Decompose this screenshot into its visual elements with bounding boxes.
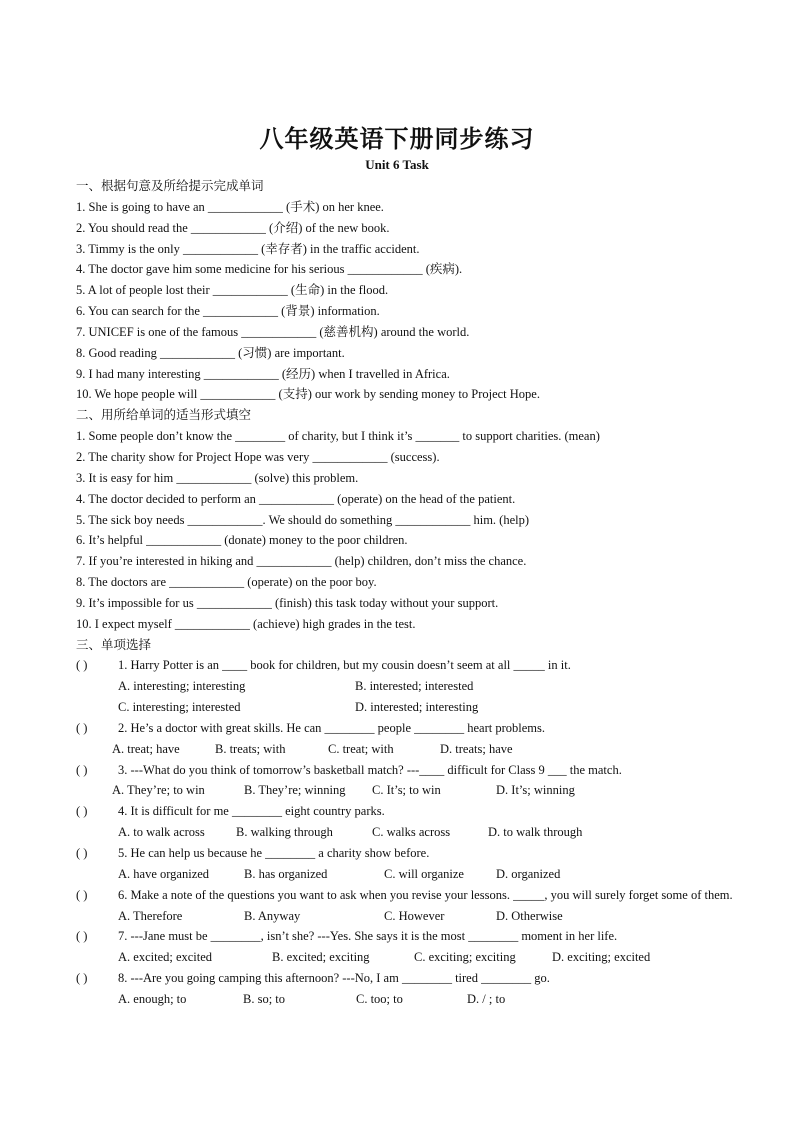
section-1-item: 2. You should read the ____________ (介绍) of the new book. bbox=[76, 220, 390, 235]
mc-question bbox=[76, 801, 736, 822]
section-2-item: 3. It is easy for him ____________ (solve) this problem. bbox=[76, 470, 359, 485]
worksheet-content bbox=[76, 176, 736, 1010]
answer-blank: ( ) bbox=[76, 929, 88, 944]
section-1-item: 8. Good reading ____________ (习惯) are important. bbox=[76, 345, 345, 360]
section-3-heading: 三、单项选择 bbox=[76, 636, 152, 652]
option-c: C. exciting; exciting bbox=[414, 950, 516, 965]
section-2-item: 8. The doctors are ____________ (operate) on the poor boy. bbox=[76, 575, 377, 590]
mc-question-text: 4. It is difficult for me ________ eight country parks. bbox=[118, 804, 385, 819]
mc-options-row bbox=[76, 676, 736, 697]
section-1-item: 4. The doctor gave him some medicine for his serious ____________ (疾病). bbox=[76, 262, 463, 277]
option-c: C. interesting; interested bbox=[118, 700, 241, 715]
mc-options-row bbox=[76, 989, 736, 1010]
option-b: B. Anyway bbox=[244, 908, 301, 923]
section-2-item: 5. The sick boy needs ____________. We should do something ____________ him. (help) bbox=[76, 512, 530, 527]
answer-blank: ( ) bbox=[76, 804, 88, 819]
answer-blank: ( ) bbox=[76, 720, 88, 735]
mc-question-text: 1. Harry Potter is an ____ book for children, but my cousin doesn’t seem at all _____ in it. bbox=[118, 658, 571, 673]
section-2-item: 6. It’s helpful ____________ (donate) money to the poor children. bbox=[76, 533, 408, 548]
section-1-item: 1. She is going to have an ____________ (手术) on her knee. bbox=[76, 199, 384, 214]
option-a: A. They’re; to win bbox=[112, 783, 205, 798]
option-c: C. too; to bbox=[356, 991, 403, 1006]
answer-blank: ( ) bbox=[76, 887, 88, 902]
option-a: A. treat; have bbox=[112, 741, 180, 756]
option-c: C. will organize bbox=[384, 866, 464, 881]
option-c: C. treat; with bbox=[328, 741, 394, 756]
option-a: A. excited; excited bbox=[118, 950, 213, 965]
option-a: A. to walk across bbox=[118, 825, 205, 840]
mc-question-text: 8. ---Are you going camping this afternoon? ---No, I am ________ tired ________ go. bbox=[118, 971, 550, 986]
option-a: A. have organized bbox=[118, 866, 210, 881]
mc-question-text: 7. ---Jane must be ________, isn’t she? ---Yes. She says it is the most ________ moment in her life. bbox=[118, 929, 618, 944]
option-d: D. exciting; excited bbox=[552, 950, 651, 965]
mc-options-row bbox=[76, 780, 736, 801]
section-2-item: 2. The charity show for Project Hope was very ____________ (success). bbox=[76, 449, 440, 464]
section-2-item: 4. The doctor decided to perform an ____________ (operate) on the head of the patient. bbox=[76, 491, 516, 506]
option-c: C. It’s; to win bbox=[372, 783, 441, 798]
mc-question bbox=[76, 885, 736, 906]
mc-question bbox=[76, 843, 736, 864]
mc-question bbox=[76, 760, 736, 781]
mc-question bbox=[76, 655, 736, 676]
section-1-item: 3. Timmy is the only ____________ (幸存者) in the traffic accident. bbox=[76, 241, 420, 256]
section-1-item: 9. I had many interesting ____________ (经历) when I travelled in Africa. bbox=[76, 366, 450, 381]
section-2-item: 7. If you’re interested in hiking and ____________ (help) children, don’t miss the chance. bbox=[76, 554, 527, 569]
section-2-item: 10. I expect myself ____________ (achieve) high grades in the test. bbox=[76, 616, 416, 631]
mc-question-text: 2. He’s a doctor with great skills. He can ________ people ________ heart problems. bbox=[118, 720, 545, 735]
unit-subtitle: Unit 6 Task bbox=[365, 157, 429, 172]
option-b: B. excited; exciting bbox=[272, 950, 370, 965]
option-d: D. treats; have bbox=[440, 741, 513, 756]
option-c: C. However bbox=[384, 908, 445, 923]
section-2-item: 1. Some people don’t know the ________ of charity, but I think it’s _______ to support charities. (mean) bbox=[76, 429, 600, 444]
mc-question bbox=[76, 718, 736, 739]
mc-options-row bbox=[76, 864, 736, 885]
mc-question-text: 6. Make a note of the questions you want to ask when you revise your lessons. _____, you will surely forget some of them. bbox=[118, 887, 733, 902]
option-b: B. interested; interested bbox=[355, 679, 474, 694]
mc-question-text: 5. He can help us because he ________ a charity show before. bbox=[118, 846, 430, 860]
answer-blank: ( ) bbox=[76, 658, 88, 673]
option-a: A. enough; to bbox=[118, 991, 187, 1006]
mc-options-row bbox=[76, 822, 736, 843]
mc-question bbox=[76, 926, 736, 947]
mc-options-row bbox=[76, 906, 736, 927]
mc-question-text: 3. ---What do you think of tomorrow’s basketball match? ---____ difficult for Class 9 ___ the match. bbox=[118, 762, 622, 777]
mc-options-row bbox=[76, 697, 736, 718]
option-d: D. to walk through bbox=[488, 825, 583, 840]
section-1-item: 5. A lot of people lost their ____________ (生命) in the flood. bbox=[76, 283, 389, 298]
section-1-item: 10. We hope people will ____________ (支持) our work by sending money to Project Hope. bbox=[76, 387, 540, 402]
option-d: D. Otherwise bbox=[496, 908, 563, 923]
option-d: D. / ; to bbox=[467, 991, 506, 1006]
option-d: D. It’s; winning bbox=[496, 783, 575, 798]
section-1-heading: 一、根据句意及所给提示完成单词 bbox=[76, 178, 264, 193]
option-b: B. treats; with bbox=[215, 741, 286, 756]
option-a: A. interesting; interesting bbox=[118, 679, 246, 694]
option-b: B. They’re; winning bbox=[244, 783, 346, 798]
answer-blank: ( ) bbox=[76, 762, 88, 777]
section-1-item: 6. You can search for the ____________ (背景) information. bbox=[76, 304, 380, 319]
section-1-item: 7. UNICEF is one of the famous ____________ (慈善机构) around the world. bbox=[76, 324, 470, 339]
mc-options-row bbox=[76, 739, 736, 760]
option-d: D. interested; interesting bbox=[355, 700, 479, 715]
mc-options-row bbox=[76, 947, 736, 968]
option-c: C. walks across bbox=[372, 825, 451, 840]
option-a: A. Therefore bbox=[118, 908, 183, 923]
option-b: B. has organized bbox=[244, 866, 328, 881]
option-b: B. walking through bbox=[236, 825, 333, 840]
worksheet-title: 八年级英语下册同步练习 bbox=[259, 124, 535, 153]
mc-question bbox=[76, 968, 736, 989]
option-d: D. organized bbox=[496, 866, 561, 881]
section-2-heading: 二、用所给单词的适当形式填空 bbox=[76, 407, 252, 423]
option-b: B. so; to bbox=[243, 991, 286, 1006]
answer-blank: ( ) bbox=[76, 846, 88, 860]
section-2-item: 9. It’s impossible for us ____________ (finish) this task today without your support. bbox=[76, 595, 499, 610]
answer-blank: ( ) bbox=[76, 971, 88, 986]
